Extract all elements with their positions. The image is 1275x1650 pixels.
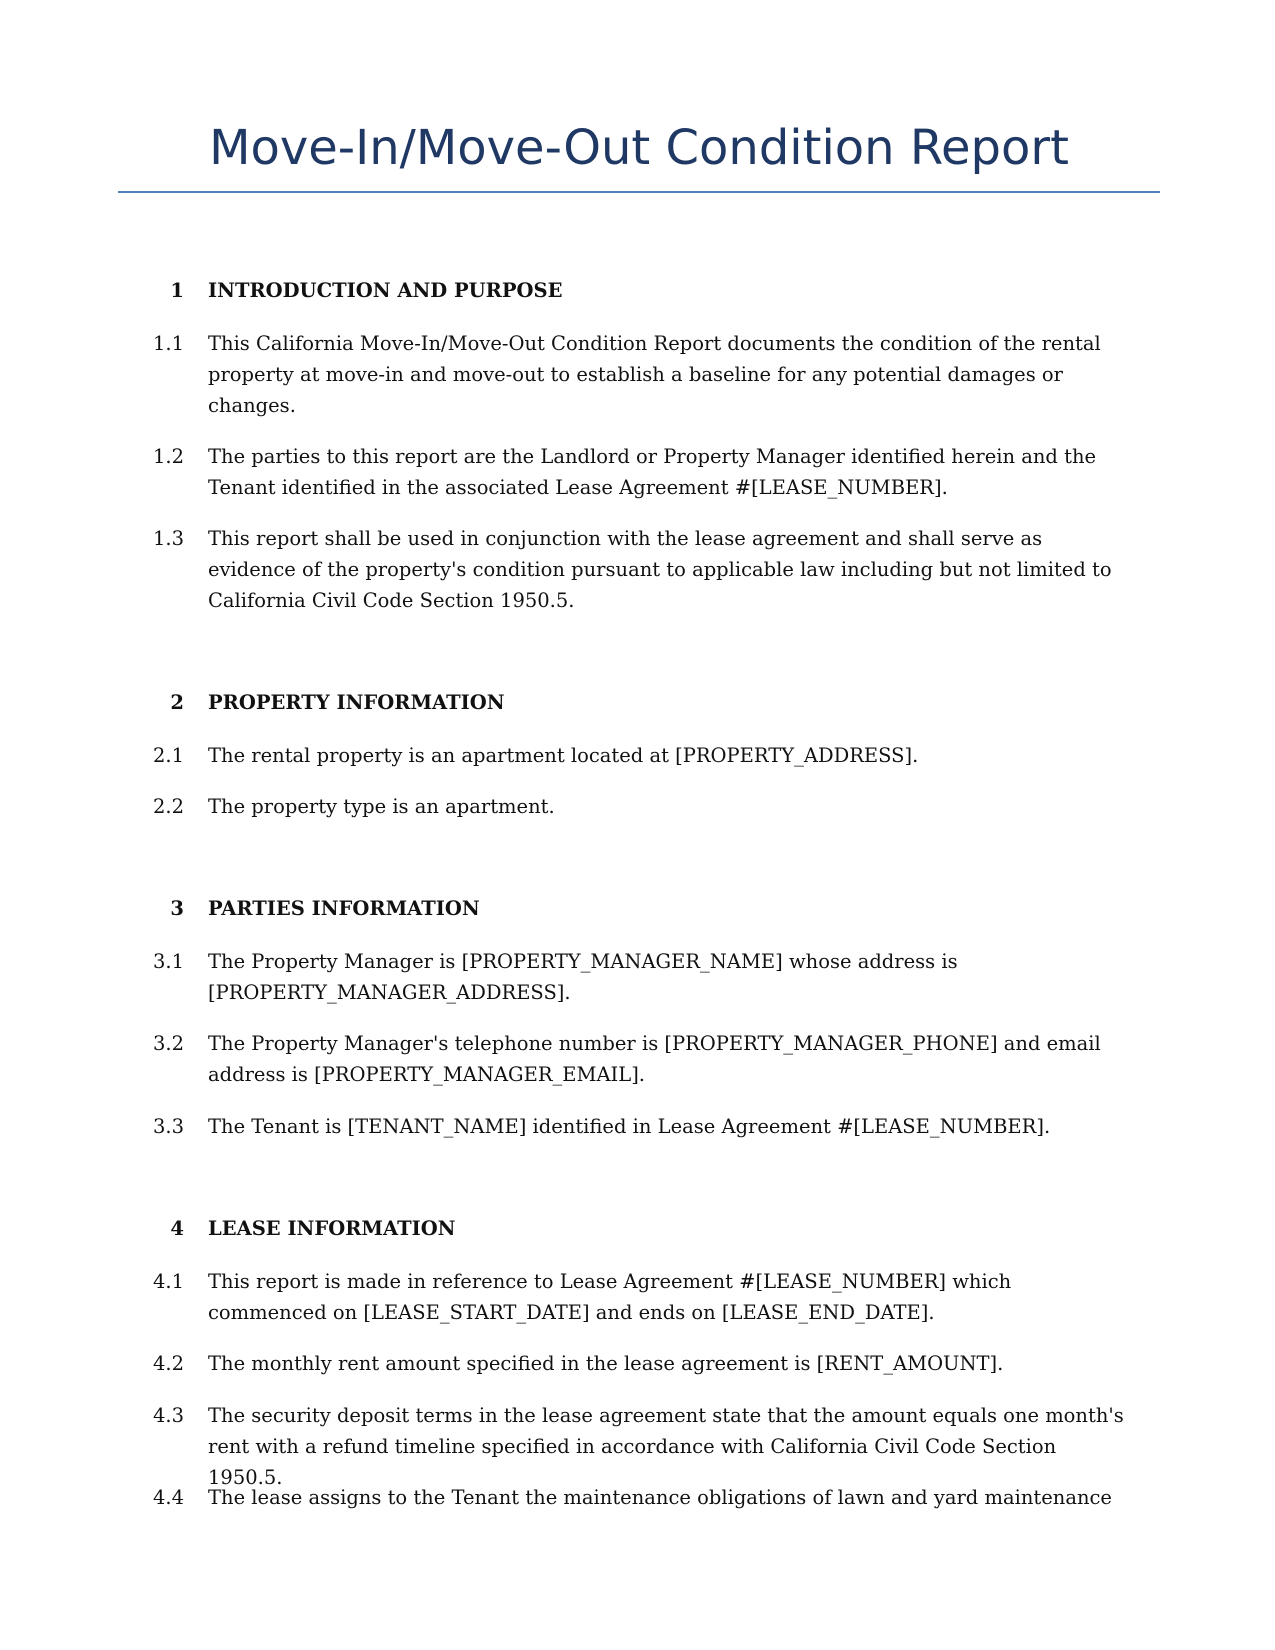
clause-text: The parties to this report are the Landlord or Property Manager identified herein and the Tenant identified in the associated Lease Agreement #[LEASE_NUMBER]. [208, 445, 1097, 499]
clause-number: 1.2 [152, 445, 184, 468]
clause-number: 1.1 [152, 332, 184, 355]
clause-number: 4.1 [152, 1270, 184, 1293]
section-number: 2 [170, 691, 184, 714]
section-title: LEASE INFORMATION [208, 1217, 456, 1240]
section-number: 4 [170, 1217, 184, 1240]
clause-number: 3.2 [152, 1032, 184, 1055]
section-title: PROPERTY INFORMATION [208, 691, 505, 714]
clause-text: The rental property is an apartment located at [PROPERTY_ADDRESS]. [208, 744, 919, 767]
section-title: INTRODUCTION AND PURPOSE [208, 279, 563, 302]
clause-text: This California Move-In/Move-Out Condition Report documents the condition of the rental property at move-in and move-out to establish a baseline for any potential damages or changes. [208, 332, 1101, 417]
clause-text: The Tenant is [TENANT_NAME] identified in Lease Agreement #[LEASE_NUMBER]. [208, 1115, 1051, 1138]
clause-number: 2.1 [152, 744, 184, 767]
clause-number: 2.2 [152, 795, 184, 818]
section-title: PARTIES INFORMATION [208, 897, 480, 920]
clause-text: The lease assigns to the Tenant the maintenance obligations of lawn and yard maintenance [208, 1486, 1112, 1509]
clause-number: 1.3 [152, 527, 184, 550]
clause-text: The property type is an apartment. [208, 795, 555, 818]
clause-text: The Property Manager's telephone number is [PROPERTY_MANAGER_PHONE] and email address is [PROPERTY_MANAGER_EMAIL]. [208, 1032, 1101, 1086]
clause-text: The monthly rent amount specified in the lease agreement is [RENT_AMOUNT]. [208, 1352, 1004, 1375]
title-underline [118, 191, 1160, 193]
clause-number: 3.3 [152, 1115, 184, 1138]
clause-text: This report is made in reference to Lease Agreement #[LEASE_NUMBER] which commenced on [LEASE_START_DATE] and ends on [LEASE_END_DATE]. [208, 1270, 1012, 1324]
section-number: 3 [170, 897, 184, 920]
clause-number: 4.2 [152, 1352, 184, 1375]
clause-number: 4.4 [152, 1486, 184, 1509]
clause-text: The security deposit terms in the lease agreement state that the amount equals one month's rent with a refund timeline specified in accordance with California Civil Code Section 1950.5. [208, 1404, 1124, 1489]
clause-text: This report shall be used in conjunction with the lease agreement and shall serve as evidence of the property's condition pursuant to applicable law including but not limited to California Civil Code Section 1950.5. [208, 527, 1112, 612]
clause-text: The Property Manager is [PROPERTY_MANAGER_NAME] whose address is [PROPERTY_MANAGER_ADDRESS]. [208, 950, 958, 1004]
section-number: 1 [170, 279, 184, 302]
document-title: Move-In/Move-Out Condition Report [209, 120, 1069, 176]
clause-number: 3.1 [152, 950, 184, 973]
clause-number: 4.3 [152, 1404, 184, 1427]
